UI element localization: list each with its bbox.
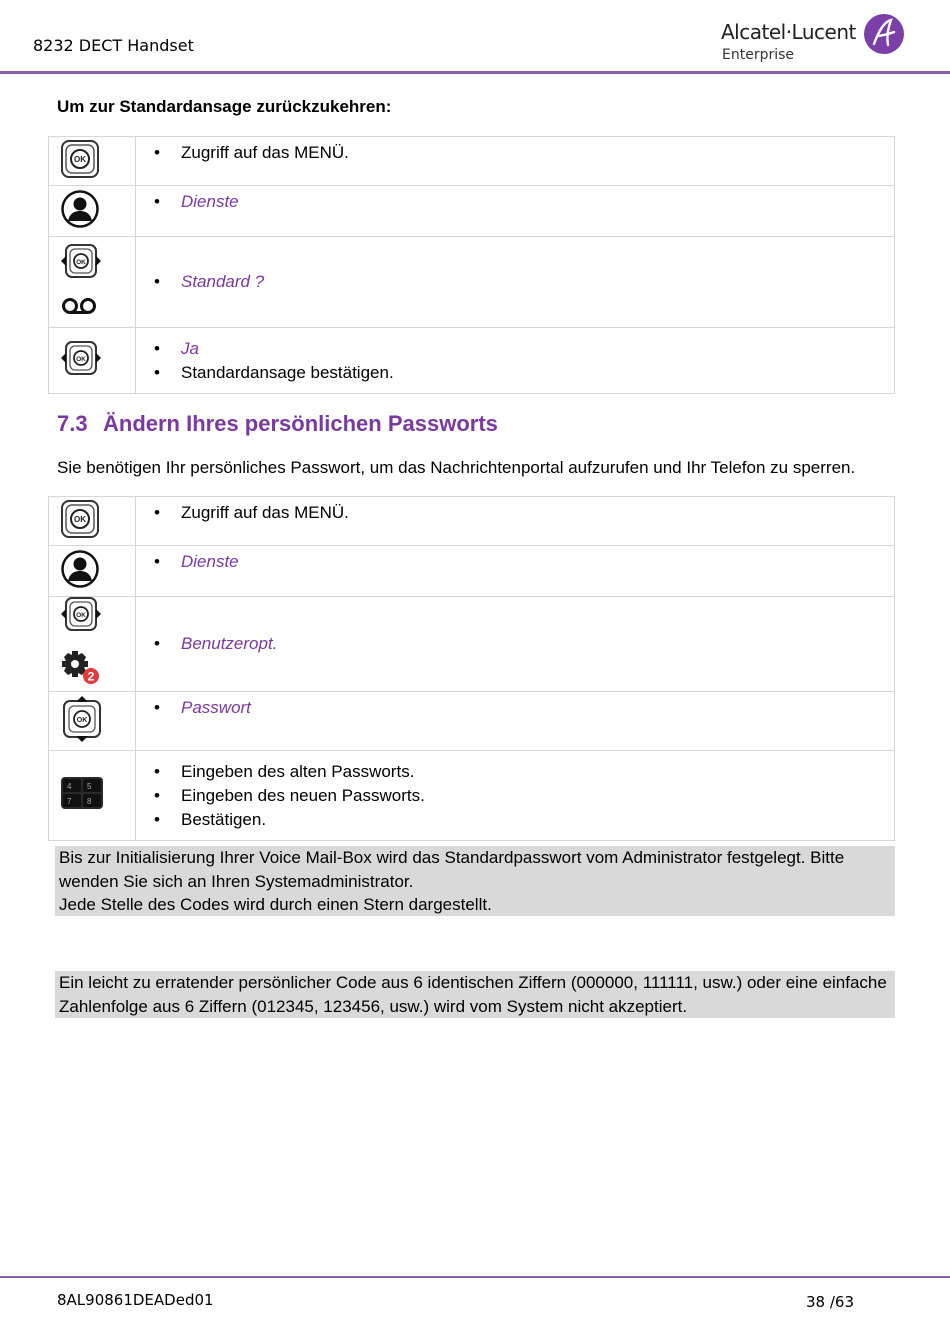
step-row <box>49 751 895 841</box>
step-list <box>154 337 894 385</box>
step-list <box>154 696 894 720</box>
step-list <box>154 632 894 656</box>
step-item <box>154 190 894 214</box>
header-divider <box>0 71 950 74</box>
step-icons <box>49 341 135 380</box>
keypad-icon <box>61 777 103 814</box>
services-person-icon <box>61 190 99 233</box>
instruction-text: Zugriff auf das MENÜ. <box>181 503 349 522</box>
svg-text:OK: OK <box>74 514 86 524</box>
step-row <box>49 546 895 597</box>
step-item <box>154 632 894 656</box>
svg-text:OK: OK <box>76 716 88 724</box>
step-icon-cell <box>49 751 136 841</box>
note-text: Ein leicht zu erratender persönlicher Code aus 6 identischen Ziffern (000000, 111111, usw.) oder eine einfache Zahlenfolge aus 6 Ziffern (012345, 123456, usw.) wird vom System nicht akzeptiert. <box>59 973 887 1016</box>
step-icon-cell <box>49 328 136 394</box>
step-icons <box>49 500 135 543</box>
step-icons <box>49 597 135 691</box>
step-icon-cell <box>49 546 136 597</box>
step-text-cell <box>136 692 895 751</box>
ok-key-icon <box>61 500 99 543</box>
step-text-cell <box>136 497 895 546</box>
step-item <box>154 760 894 784</box>
section-heading: Um zur Standardansage zurückzukehren: <box>57 97 392 116</box>
step-item <box>154 270 894 294</box>
menu-option-label: Benutzeropt. <box>181 634 278 653</box>
svg-text:OK: OK <box>76 259 86 266</box>
step-item <box>154 501 894 525</box>
brand-name: Alcatel·Lucent <box>721 20 856 44</box>
intro-paragraph: Sie benötigen Ihr persönliches Passwort, um das Nachrichtenportal aufzurufen und Ihr Telefon zu sperren. <box>57 458 856 477</box>
instruction-text: Eingeben des neuen Passworts. <box>181 785 425 805</box>
document-code: 8AL90861DEADed01 <box>57 1291 214 1309</box>
steps-table-default-greeting <box>48 136 895 394</box>
note-box <box>55 971 895 1018</box>
nav-left-right-icon <box>61 597 101 636</box>
step-text-cell <box>136 751 895 841</box>
step-icon-cell <box>49 186 136 237</box>
step-text-cell <box>136 328 895 394</box>
svg-text:7: 7 <box>67 797 72 806</box>
step-row <box>49 237 895 328</box>
svg-text:4: 4 <box>67 782 72 791</box>
step-text-cell <box>136 186 895 237</box>
step-icon-cell <box>49 692 136 751</box>
step-text-cell <box>136 137 895 186</box>
step-icon-cell <box>49 237 136 328</box>
svg-text:OK: OK <box>76 356 86 363</box>
step-icons <box>49 550 135 593</box>
nav-left-right-icon <box>61 341 101 380</box>
services-person-icon <box>61 550 99 593</box>
step-row <box>49 597 895 692</box>
step-item <box>154 784 894 808</box>
chapter-number: 7.3 <box>57 411 88 436</box>
menu-option-label: Passwort <box>181 698 251 717</box>
step-row <box>49 186 895 237</box>
step-list <box>154 501 894 525</box>
step-icons <box>49 140 135 183</box>
step-icons <box>49 696 135 747</box>
step-item <box>154 696 894 720</box>
step-icon-cell <box>49 497 136 546</box>
settings-gear-icon <box>61 650 101 691</box>
step-list <box>154 550 894 574</box>
steps-table-password <box>48 496 895 841</box>
brand-subtitle: Enterprise <box>722 47 795 63</box>
svg-text:8: 8 <box>87 797 92 806</box>
step-item <box>154 808 894 832</box>
document-title: 8232 DECT Handset <box>33 36 194 55</box>
instruction-text: Bestätigen. <box>181 809 267 829</box>
nav-up-down-icon <box>61 696 103 747</box>
step-list <box>154 760 894 832</box>
step-item <box>154 337 894 361</box>
brand-mark-icon <box>864 14 904 54</box>
page-number: 38 /63 <box>806 1293 854 1311</box>
instruction-text: Standardansage bestätigen. <box>181 362 394 382</box>
step-text-cell <box>136 546 895 597</box>
brand-logo <box>721 14 911 66</box>
step-icons <box>49 190 135 233</box>
note-box <box>55 846 895 916</box>
svg-text:OK: OK <box>74 154 86 164</box>
step-row <box>49 497 895 546</box>
chapter-heading <box>57 411 498 437</box>
footer-divider <box>0 1276 950 1278</box>
menu-option-label: Ja <box>181 338 199 358</box>
note-text: Bis zur Initialisierung Ihrer Voice Mail-Box wird das Standardpasswort vom Administrator festgelegt. Bitte wenden Sie sich an Ihren Systemadministrator. <box>59 848 845 891</box>
svg-text:OK: OK <box>76 612 86 619</box>
nav-left-right-icon <box>61 244 101 283</box>
step-item <box>154 361 894 385</box>
step-row <box>49 692 895 751</box>
step-text-cell <box>136 597 895 692</box>
step-list <box>154 190 894 214</box>
step-row <box>49 137 895 186</box>
menu-option-label: Dienste <box>181 192 239 211</box>
menu-option-label: Dienste <box>181 552 239 571</box>
step-row <box>49 328 895 394</box>
instruction-text: Zugriff auf das MENÜ. <box>181 143 349 162</box>
chapter-title: Ändern Ihres persönlichen Passworts <box>103 411 498 436</box>
step-icons <box>49 244 135 320</box>
step-text-cell <box>136 237 895 328</box>
note-text: Jede Stelle des Codes wird durch einen Stern dargestellt. <box>59 895 492 914</box>
svg-text:2: 2 <box>87 669 95 684</box>
step-item <box>154 550 894 574</box>
menu-option-label: Standard ? <box>181 272 265 291</box>
step-list <box>154 270 894 294</box>
step-icon-cell <box>49 597 136 692</box>
svg-text:5: 5 <box>87 782 92 791</box>
step-item <box>154 141 894 165</box>
voicemail-icon <box>61 297 97 320</box>
ok-key-icon <box>61 140 99 183</box>
instruction-text: Eingeben des alten Passworts. <box>181 761 415 781</box>
step-list <box>154 141 894 165</box>
step-icon-cell <box>49 137 136 186</box>
step-icons <box>49 777 135 814</box>
